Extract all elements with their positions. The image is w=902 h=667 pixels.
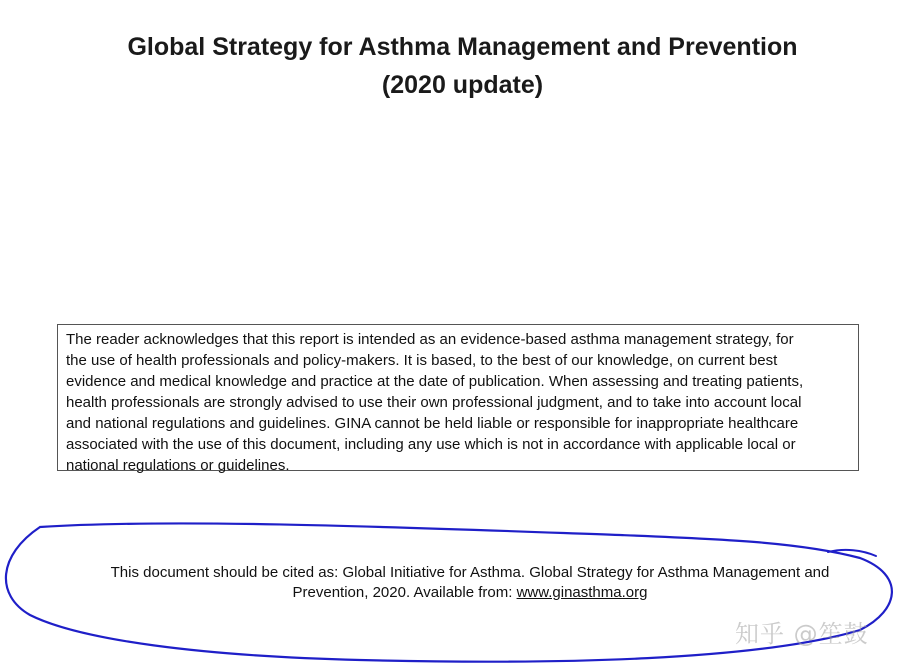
- zhihu-watermark: 知乎 @笙鼓: [735, 620, 869, 648]
- gina-website-link[interactable]: www.ginasthma.org: [516, 584, 648, 601]
- title-line-2: (2020 update): [381, 71, 544, 99]
- ink-tail: [828, 550, 876, 556]
- disclaimer-line: The reader acknowledges that this report is intended as an evidence-based asthma management strategy, for: [66, 331, 794, 348]
- title-line-1: Global Strategy for Asthma Management and Prevention: [127, 33, 798, 61]
- disclaimer-line: the use of health professionals and policy-makers. It is based, to the best of our knowledge, on current best: [66, 352, 778, 369]
- citation-note: [60, 563, 880, 603]
- disclaimer-line: national regulations or guidelines.: [66, 457, 290, 474]
- document-title: [60, 28, 865, 104]
- disclaimer-line: associated with the use of this document, including any use which is not in accordance with applicable local or: [66, 436, 796, 453]
- citation-prefix: Prevention, 2020. Available from:: [292, 584, 517, 601]
- citation-line-1: This document should be cited as: Global Initiative for Asthma. Global Strategy for Asthma Management and: [110, 564, 830, 581]
- citation-line-2: [60, 583, 880, 603]
- disclaimer-line: health professionals are strongly advised to use their own professional judgment, and to take into account local: [66, 394, 802, 411]
- disclaimer-box: [57, 324, 859, 474]
- disclaimer-line: evidence and medical knowledge and practice at the date of publication. When assessing and treating patients,: [66, 373, 804, 390]
- disclaimer-line: and national regulations and guidelines. GINA cannot be held liable or responsible for inappropriate healthcare: [66, 415, 799, 432]
